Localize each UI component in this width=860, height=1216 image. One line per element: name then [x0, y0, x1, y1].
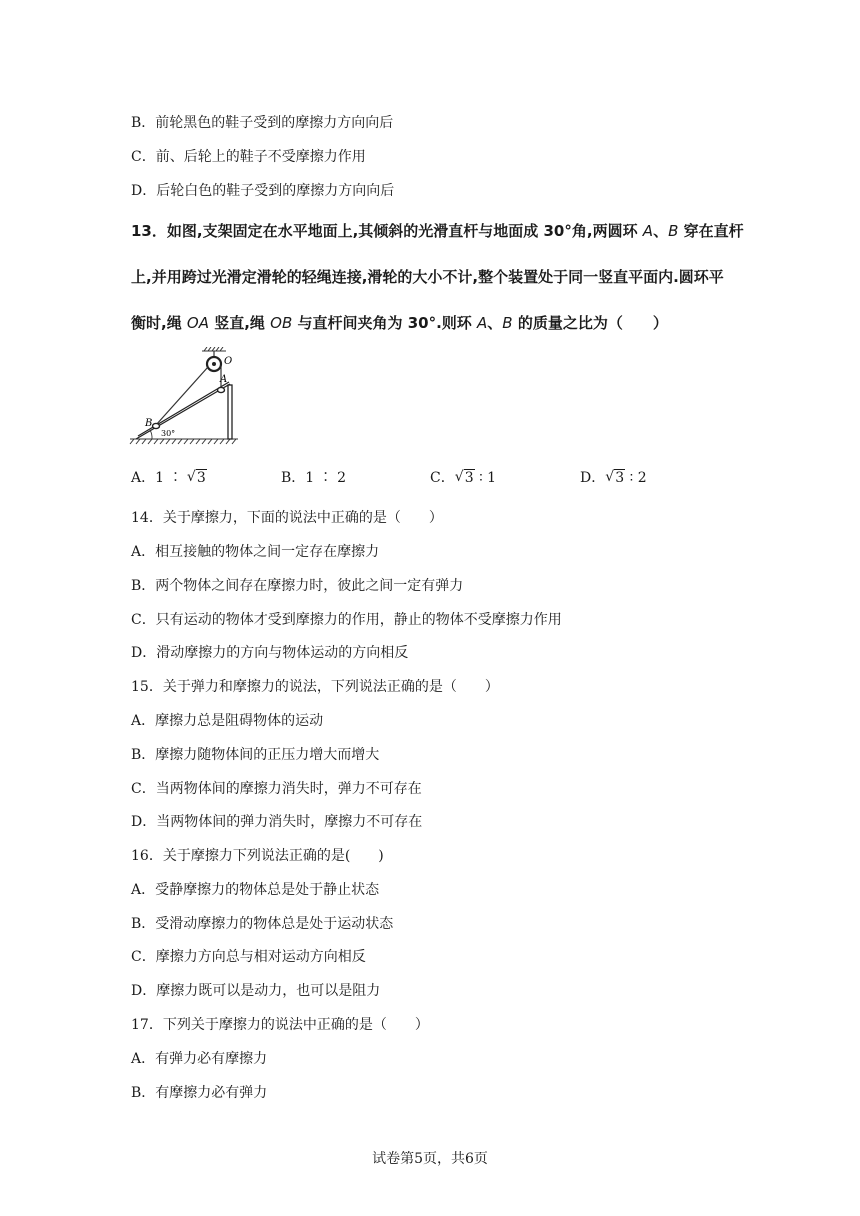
q12-option-d: D．后轮白色的鞋子受到的摩擦力方向向后 — [131, 183, 395, 199]
q17-option-a: A．有弹力必有摩擦力 — [131, 1051, 268, 1067]
q16-option-d: D．摩擦力既可以是动力，也可以是阻力 — [131, 983, 381, 999]
ground-hatch — [130, 439, 238, 444]
page-footer: 试卷第5页，共6页 — [372, 1151, 488, 1167]
q17-stem: 17．下列关于摩擦力的说法中正确的是（ ） — [131, 1017, 429, 1033]
q13-option-b: B．1 ∶ 2 — [281, 470, 347, 486]
q16-option-b: B．受滑动摩擦力的物体总是处于运动状态 — [131, 916, 394, 932]
label-angle: 30° — [161, 429, 176, 438]
q15-stem: 15．关于弹力和摩擦力的说法，下列说法正确的是（ ） — [131, 679, 499, 695]
ring-b — [153, 423, 160, 428]
string-ob — [156, 367, 208, 425]
q15-option-c: C．当两物体间的摩擦力消失时，弹力不可存在 — [131, 781, 422, 797]
q12-option-b: B．前轮黑色的鞋子受到的摩擦力方向向后 — [131, 115, 394, 131]
q15-option-a: A．摩擦力总是阻碍物体的运动 — [131, 713, 324, 729]
q14-option-a: A．相互接触的物体之间一定存在摩擦力 — [131, 544, 380, 560]
q15-option-b: B．摩擦力随物体间的正压力增大而增大 — [131, 747, 380, 763]
q16-option-a: A．受静摩擦力的物体总是处于静止状态 — [131, 882, 380, 898]
q16-option-c: C．摩擦力方向总与相对运动方向相反 — [131, 949, 366, 965]
q13-stem-line1: 13．如图,支架固定在水平地面上,其倾斜的光滑直杆与地面成 30°角,两圆环 A、B 穿在直杆 — [131, 222, 744, 240]
label-a: A — [220, 374, 228, 385]
q13-options — [0, 467, 860, 489]
q13-stem-line3: 衡时,绳 OA 竖直,绳 OB 与直杆间夹角为 30°.则环 A、B 的质量之比为（ ） — [131, 314, 668, 332]
q13-stem-line2: 上,并用跨过光滑定滑轮的轻绳连接,滑轮的大小不计,整个装置处于同一竖直平面内.圆环平 — [131, 268, 724, 286]
q17-option-b: B．有摩擦力必有弹力 — [131, 1085, 268, 1101]
q15-option-d: D．当两物体间的弹力消失时，摩擦力不可存在 — [131, 814, 423, 830]
q14-option-d: D．滑动摩擦力的方向与物体运动的方向相反 — [131, 645, 409, 661]
label-o: O — [224, 356, 233, 367]
q16-stem: 16．关于摩擦力下列说法正确的是( ) — [131, 848, 384, 864]
q14-stem: 14．关于摩擦力，下面的说法中正确的是（ ） — [131, 510, 443, 526]
support-post — [228, 385, 232, 439]
ring-a — [218, 387, 225, 392]
q13-option-d: D．√ 3 ∶ 2 — [580, 467, 647, 487]
q13-pulley-incline-diagram — [126, 347, 242, 445]
ceiling-hatch — [202, 347, 226, 351]
q14-option-c: C．只有运动的物体才受到摩擦力的作用，静止的物体不受摩擦力作用 — [131, 612, 562, 628]
q14-option-b: B．两个物体之间存在摩擦力时，彼此之间一定有弹力 — [131, 578, 464, 594]
label-b: B — [145, 418, 153, 429]
q13-option-c: C．√ 3 ∶ 1 — [430, 467, 496, 487]
q13-option-a: A．1 ∶ √ 3 — [131, 467, 207, 487]
q12-option-c: C．前、后轮上的鞋子不受摩擦力作用 — [131, 149, 366, 165]
